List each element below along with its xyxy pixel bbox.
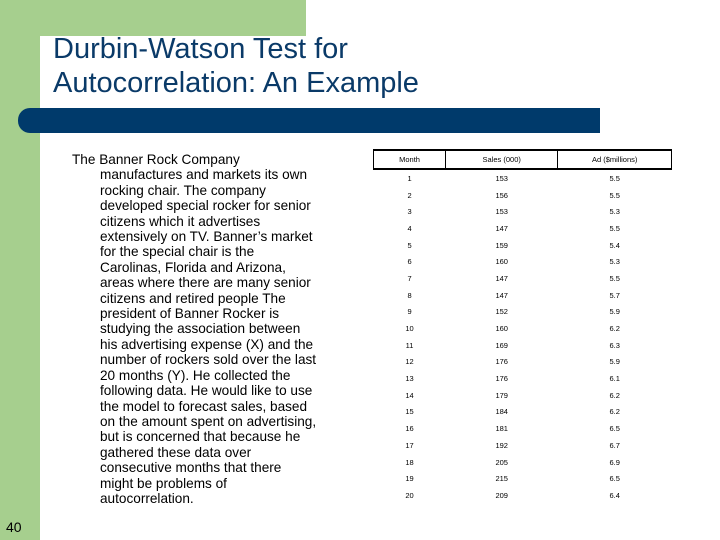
top-accent-block xyxy=(40,0,306,36)
body-line: on the amount spent on advertising, xyxy=(100,413,317,429)
cell-ad: 5.9 xyxy=(609,307,620,317)
cell-sales: 160 xyxy=(495,324,508,334)
table-row xyxy=(374,320,672,337)
table-row xyxy=(374,253,672,270)
table-row xyxy=(374,187,672,204)
cell-month: 13 xyxy=(405,374,414,384)
cell-ad: 6.2 xyxy=(609,390,620,400)
body-paragraph xyxy=(72,152,364,506)
cell-sales: 153 xyxy=(495,207,508,217)
table-row xyxy=(374,454,672,471)
body-line: gathered these data over xyxy=(100,444,252,460)
table-row xyxy=(374,437,672,454)
body-line: extensively on TV. Banner’s market xyxy=(100,229,313,245)
left-accent-bar xyxy=(0,0,40,540)
table-row xyxy=(374,220,672,237)
body-line: studying the association between xyxy=(100,321,301,337)
table-row xyxy=(374,304,672,321)
slide-title xyxy=(53,32,613,100)
page-number: 40 xyxy=(6,519,22,535)
slide-title-line-1: Durbin-Watson Test for xyxy=(53,33,348,65)
cell-ad: 6.2 xyxy=(609,324,620,334)
cell-month: 4 xyxy=(407,223,412,233)
table-row xyxy=(374,387,672,404)
cell-ad: 6.5 xyxy=(609,474,620,484)
table-row xyxy=(374,420,672,437)
body-line: but is concerned that because he xyxy=(100,429,301,445)
cell-ad: 5.5 xyxy=(609,173,620,183)
table-row xyxy=(374,237,672,254)
cell-month: 14 xyxy=(405,390,414,400)
table-row xyxy=(374,487,672,504)
cell-sales: 169 xyxy=(495,340,508,350)
cell-ad: 5.9 xyxy=(609,357,620,367)
body-line: consecutive months that there xyxy=(100,460,282,476)
cell-sales: 152 xyxy=(495,307,508,317)
cell-month: 8 xyxy=(407,290,412,300)
cell-sales: 181 xyxy=(495,424,508,434)
body-line: 20 months (Y). He collected the xyxy=(100,367,291,383)
cell-ad: 6.3 xyxy=(609,340,620,350)
cell-ad: 5.5 xyxy=(609,223,620,233)
cell-month: 16 xyxy=(405,424,414,434)
cell-ad: 6.5 xyxy=(609,424,620,434)
cell-ad: 6.2 xyxy=(609,407,620,417)
table-row xyxy=(374,404,672,421)
body-line: the model to forecast sales, based xyxy=(100,398,308,414)
cell-month: 5 xyxy=(407,240,412,250)
body-line: following data. He would like to use xyxy=(100,383,313,399)
cell-month: 17 xyxy=(405,440,414,450)
cell-sales: 153 xyxy=(495,173,508,183)
title-underline-bar xyxy=(18,108,600,133)
body-line: citizens and retired people The xyxy=(100,290,286,306)
cell-sales: 160 xyxy=(495,257,508,267)
header-sales: Sales (000) xyxy=(446,150,558,169)
body-line: areas where there are many senior xyxy=(100,275,311,291)
cell-sales: 215 xyxy=(495,474,508,484)
cell-sales: 176 xyxy=(495,374,508,384)
cell-sales: 156 xyxy=(495,190,508,200)
cell-sales: 147 xyxy=(495,290,508,300)
cell-ad: 5.4 xyxy=(609,240,620,250)
cell-month: 11 xyxy=(405,340,414,350)
body-line: autocorrelation. xyxy=(100,490,194,506)
cell-month: 12 xyxy=(405,357,414,367)
cell-month: 6 xyxy=(407,257,412,267)
cell-ad: 6.1 xyxy=(609,374,620,384)
cell-month: 20 xyxy=(405,490,414,500)
header-ad: Ad ($millions) xyxy=(558,150,672,169)
table-header-row xyxy=(374,150,672,169)
cell-sales: 205 xyxy=(495,457,508,467)
body-line: might be problems of xyxy=(100,475,227,491)
body-line: rocking chair. The company xyxy=(100,182,266,198)
cell-sales: 147 xyxy=(495,273,508,283)
cell-ad: 6.7 xyxy=(609,440,620,450)
cell-month: 2 xyxy=(407,190,412,200)
cell-month: 7 xyxy=(407,273,412,283)
cell-ad: 6.4 xyxy=(609,490,620,500)
cell-ad: 5.3 xyxy=(609,257,620,267)
cell-ad: 5.5 xyxy=(609,273,620,283)
table-row xyxy=(374,203,672,220)
table-row xyxy=(374,354,672,371)
header-month: Month xyxy=(374,150,446,169)
body-line: number of rockers sold over the last xyxy=(100,352,317,368)
cell-ad: 5.7 xyxy=(609,290,620,300)
cell-month: 3 xyxy=(407,207,412,217)
cell-ad: 5.5 xyxy=(609,190,620,200)
body-line: citizens which it advertises xyxy=(100,213,261,229)
table-row xyxy=(374,169,672,187)
cell-sales: 209 xyxy=(495,490,508,500)
table-body xyxy=(374,169,672,504)
cell-sales: 176 xyxy=(495,357,508,367)
cell-sales: 179 xyxy=(495,390,508,400)
body-line: for the special chair is the xyxy=(100,244,255,260)
slide-title-line-2: Autocorrelation: An Example xyxy=(53,67,419,99)
body-first-line: The Banner Rock Company xyxy=(72,152,240,167)
body-line: manufactures and markets its own xyxy=(100,167,308,183)
data-table xyxy=(373,149,672,504)
cell-month: 18 xyxy=(405,457,414,467)
cell-month: 19 xyxy=(405,474,414,484)
table-row xyxy=(374,470,672,487)
cell-sales: 159 xyxy=(495,240,508,250)
body-line: president of Banner Rocker is xyxy=(100,306,280,322)
table-row xyxy=(374,270,672,287)
table-row xyxy=(374,287,672,304)
body-line: Carolinas, Florida and Arizona, xyxy=(100,259,286,275)
cell-ad: 5.3 xyxy=(609,207,620,217)
table-row xyxy=(374,370,672,387)
cell-sales: 192 xyxy=(495,440,508,450)
body-line: his advertising expense (X) and the xyxy=(100,336,314,352)
cell-month: 9 xyxy=(407,307,412,317)
cell-sales: 147 xyxy=(495,223,508,233)
cell-month: 1 xyxy=(407,173,412,183)
table-row xyxy=(374,337,672,354)
cell-sales: 184 xyxy=(495,407,508,417)
cell-ad: 6.9 xyxy=(609,457,620,467)
cell-month: 10 xyxy=(405,324,414,334)
body-line: developed special rocker for senior xyxy=(100,198,311,214)
cell-month: 15 xyxy=(405,407,414,417)
